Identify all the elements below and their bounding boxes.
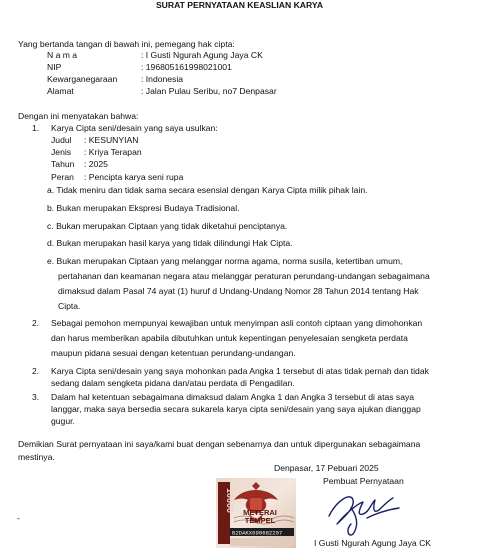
item1-number: 1. — [32, 123, 40, 133]
item4-number: 3. — [32, 392, 40, 402]
identity-address-value: : Jalan Pulau Seribu, no7 Denpasar — [141, 86, 277, 96]
stamp-amount: 10000 — [225, 488, 235, 514]
item4-line1: Dalam hal ketentuan sebagaimana dimaksud dalam Angka 1 dan Angka 3 tersebut di atas saya — [51, 392, 415, 402]
item1-point-c: c. Bukan merupakan Ciptaan yang tidak diketahui penciptanya. — [47, 221, 288, 231]
item2-line2: dan harus memberikan apabila dibutuhkan untuk kepentingan penyelesaian sengketa perdata — [51, 333, 408, 343]
stamp-serial: B2DAKX690682207 — [232, 529, 283, 537]
stamp-word-materai: METERAI — [243, 508, 277, 517]
item3-line2: sedang dalam sengketa pidana dan/atau perdata di Pengadilan. — [51, 378, 295, 388]
closing-line1: Demikian Surat pernyataan ini saya/kami buat dengan sebenarnya dan untuk dipergunakan sebagaimana — [18, 439, 421, 449]
item4-line3: gugur. — [51, 416, 75, 426]
detail-jenis-label: Jenis — [51, 147, 72, 157]
detail-judul-value: : KESUNYIAN — [84, 135, 139, 145]
item3-line1: Karya Cipta seni/desain yang saya mohonkan pada Angka 1 tersebut di atas tidak pernah dan tidak — [51, 366, 429, 376]
detail-peran-label: Peran — [51, 172, 74, 182]
intro-text: Yang bertanda tangan di bawah ini, pemegang hak cipta: — [18, 39, 235, 49]
document-title: SURAT PERNYATAAN KEASLIAN KARYA — [155, 0, 324, 10]
place-date: Denpasar, 17 Pebuari 2025 — [274, 463, 379, 473]
item1-point-b: b. Bukan merupakan Ekspresi Budaya Tradisional. — [47, 203, 240, 213]
item4-line2: langgar, maka saya bersedia secara sukarela karya cipta seni/desain yang saya ajukan dianggap — [51, 404, 421, 414]
detail-tahun-value: : 2025 — [84, 159, 108, 169]
item1-point-e-line3: dimaksud dalam Pasal 74 ayat (1) huruf d Undang-Undang Nomor 28 Tahun 2014 tentang Hak — [58, 286, 419, 296]
identity-nip-value: : 196805161998021001 — [141, 62, 232, 72]
identity-nationality-label: Kewarganegaraan — [47, 74, 118, 84]
item1-text: Karya Cipta seni/desain yang saya usulkan: — [51, 123, 218, 133]
signer-role: Pembuat Pernyataan — [323, 476, 404, 486]
item1-point-e-line4: Cipta. — [58, 301, 81, 311]
detail-jenis-value: : Kriya Terapan — [84, 147, 142, 157]
identity-address-label: Alamat — [47, 86, 74, 96]
item3-number: 2. — [32, 366, 40, 376]
handwritten-signature-icon — [323, 478, 403, 538]
item1-point-d: d. Bukan merupakan hasil karya yang tidak dilindungi Hak Cipta. — [47, 238, 293, 248]
detail-judul-label: Judul — [51, 135, 72, 145]
identity-name-label: N a m a — [47, 50, 78, 60]
item1-point-e-line2: pertahanan dan keamanan negara atau melanggar peraturan perundang-undangan sebagaimana — [58, 271, 430, 281]
item2-line1: Sebagai pemohon mempunyai kewajiban untuk menyimpan asli contoh ciptaan yang dimohonkan — [51, 318, 423, 328]
detail-peran-value: : Pencipta karya seni rupa — [84, 172, 184, 182]
materai-stamp-icon — [216, 478, 296, 548]
detail-tahun-label: Tahun — [51, 159, 75, 169]
item2-line3: maupun pidana sesuai dengan ketentuan perundang-undangan. — [51, 348, 296, 358]
item1-point-e-line1: e. Bukan merupakan Ciptaan yang melanggar norma agama, norma susila, ketertiban umum, — [47, 256, 403, 266]
declaration-intro: Dengan ini menyatakan bahwa: — [18, 111, 139, 121]
stamp-word-tempel: TEMPEL — [244, 516, 276, 525]
identity-name-value: : I Gusti Ngurah Agung Jaya CK — [141, 50, 263, 60]
signer-name: I Gusti Ngurah Agung Jaya CK — [314, 538, 432, 548]
identity-nationality-value: : Indonesia — [141, 74, 184, 84]
identity-nip-label: NIP — [47, 62, 62, 72]
stray-dash: - — [17, 513, 20, 523]
item2-number: 2. — [32, 318, 40, 328]
closing-line2: mestinya. — [18, 452, 55, 462]
item1-point-a: a. Tidak meniru dan tidak sama secara esensial dengan Karya Cipta milik pihak lain. — [47, 185, 368, 195]
